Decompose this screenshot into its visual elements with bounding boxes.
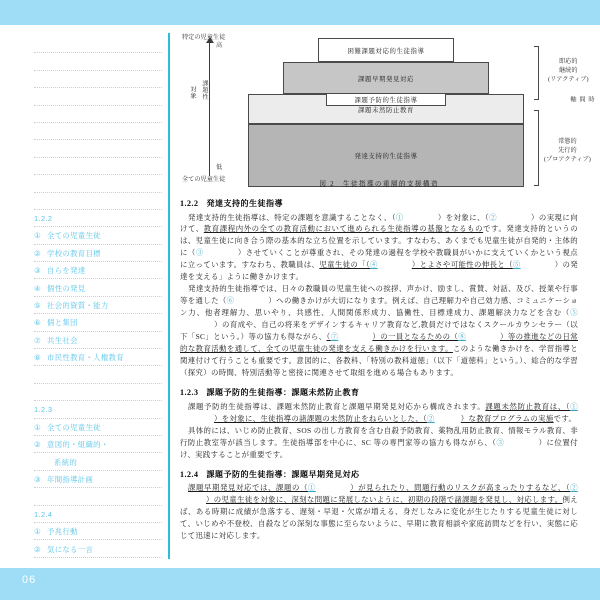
section-number: 1.2.4 bbox=[180, 469, 199, 479]
sidebar-answer-item bbox=[34, 262, 162, 279]
body-text: ）への働きかけが大切になります。例えば、自己理解力や自己効力感、コミュニケーション力、他者理解力、思いやり、共感性、人間関係形成力、協働性、目標達成力、課題解決力などを含む（ bbox=[180, 296, 579, 318]
section-1-2-3 bbox=[180, 387, 578, 460]
body-text: 例えば、ある時期に成績が急落する、遅刻・早退・欠席が増える、身だしなみに変化が生じたりする児童生徒に対して、いじめや不登校、自殺などの深刻な事態に至らないように、早期に教育相談や家庭訪問などを行い、実態に応じて迅速に対応します。 bbox=[180, 495, 579, 541]
body-text: です。発達支持的というのは、児童生徒に向き合う際の基本的な立ち位置を示しています。すなわち、あくまでも児童生徒が自発的・主体的に（ bbox=[180, 224, 578, 258]
axis-low-label: 低 bbox=[216, 164, 223, 171]
note-line bbox=[34, 158, 162, 175]
section-title: 発達支持的生徒指導 bbox=[206, 199, 283, 208]
paragraph bbox=[180, 212, 578, 284]
blank-marker: ① bbox=[570, 401, 578, 411]
sidebar-item-number: ③ bbox=[34, 474, 41, 484]
pyramid-layer-difficult-issue: 困難課題対応的生徒指導 bbox=[318, 38, 454, 62]
pyramid-layer-prevention-education: 課題未然防止教育 bbox=[248, 94, 524, 124]
annotation-reactive bbox=[548, 58, 589, 85]
sidebar-item-number: ④ bbox=[34, 283, 41, 293]
sidebar-item-number: ⑧ bbox=[34, 353, 41, 363]
note-line bbox=[34, 384, 162, 401]
axis-bottom-label: 全ての児童生徒 bbox=[182, 176, 226, 183]
blank-marker: ② bbox=[489, 212, 497, 222]
sidebar-item-label: 個性の発見 bbox=[47, 283, 86, 293]
blank-marker: ② bbox=[427, 413, 435, 423]
top-accent-bar bbox=[0, 0, 600, 25]
sidebar-answer-item bbox=[34, 280, 162, 297]
sidebar-item-label: 全ての児童生徒 bbox=[47, 422, 101, 432]
annotation-reactive-line2: 継続的 bbox=[559, 66, 578, 74]
sidebar-item-label: 全ての児童生徒 bbox=[47, 231, 101, 241]
note-line bbox=[34, 53, 162, 70]
blank-marker: ③ bbox=[496, 437, 505, 447]
sidebar-answer-item bbox=[34, 454, 162, 471]
sidebar-item-label: 気になる一言 bbox=[47, 544, 94, 554]
note-line bbox=[34, 366, 162, 383]
note-line bbox=[34, 175, 162, 192]
sidebar-answer-item bbox=[34, 314, 162, 331]
axis-top-label: 特定の児童生徒 bbox=[182, 34, 226, 41]
paragraph bbox=[180, 425, 578, 461]
sidebar-answer-item bbox=[34, 523, 162, 540]
underlined-text: （ bbox=[326, 332, 331, 342]
body-text: ）に位置付け、実践することが重要です。 bbox=[180, 437, 578, 459]
body-text: です。 bbox=[553, 413, 577, 423]
underlined-text: 課題早期発見対応では、課題の（ bbox=[188, 483, 308, 493]
sidebar-answer-item bbox=[34, 332, 162, 349]
section-heading bbox=[180, 198, 578, 209]
body-text: ）の育成や、自己の将来をデザインするキャリア教育など,教員だけではなくスクールカウンセラー（以下「SC」という。）等の協力も得ながら、 bbox=[180, 320, 578, 342]
brace-reactive-icon bbox=[534, 46, 539, 100]
body-text: ）させていくことが尊重され、その発達の過程を学校や教職員がいかに支えていくかという視点に立っています。すなわち、教職員は、 bbox=[180, 248, 578, 270]
figure-layered-support-structure bbox=[180, 28, 594, 190]
section-number: 1.2.2 bbox=[180, 199, 199, 208]
annotation-proactive-line3: (プロアクティブ) bbox=[544, 155, 591, 163]
pyramid-layer-early-detection: 課題早期発見対応 bbox=[283, 62, 489, 94]
underlined-text: 課題未然防止教育は、（ bbox=[485, 401, 571, 411]
body-text: このような働きかけを、学習指導と関連付けて行うことも重要です。意図的に、各教科、「特別の教科道徳」（以下「道徳科」という。）、総合的な学習（探究）の時間、特別活動等と密接に関連させて取組を進める場合もあります。 bbox=[180, 344, 578, 378]
sidebar-item-label: 自らを発達 bbox=[47, 266, 86, 276]
sidebar-group-1-2-2 bbox=[34, 210, 162, 367]
pyramid-layer-preventive-guidance: 課題予防的生徒指導 bbox=[326, 93, 446, 106]
vertical-divider bbox=[168, 33, 170, 559]
underlined-text: ）等の推進などの日常的な教育活動を通して、全ての児童生徒の発達を支える働きかけを行います。 bbox=[180, 332, 579, 354]
underlined-text: ）の一員となるための（ bbox=[372, 332, 459, 342]
note-line bbox=[34, 193, 162, 210]
sidebar-item-label: 年間指導計画 bbox=[47, 474, 94, 484]
blank-marker: ④ bbox=[370, 260, 378, 270]
body-text: 発達支持的生徒指導は、特定の課題を意識することなく、（ bbox=[188, 212, 396, 222]
axis-vertical-target-label: 対象 bbox=[189, 86, 196, 100]
section-title: 課題予防的生徒指導：課題未然防止教育 bbox=[206, 388, 360, 398]
underlined-text: 教育課程内外の全ての教育活動において進められる生徒指導の基盤となるもの bbox=[203, 224, 484, 234]
annotation-proactive-line1: 常態的 bbox=[558, 138, 577, 145]
sidebar-item-label: 共生社会 bbox=[47, 335, 78, 345]
pyramid-layer-developmental-support: 発達支持的生徒指導 bbox=[248, 124, 524, 187]
sidebar-item-label: 予兆行動 bbox=[47, 527, 78, 537]
sidebar-answer-item bbox=[34, 471, 162, 488]
paragraph bbox=[180, 283, 578, 379]
underlined-text: ）を対象に、生徒指導の諸課題の未然防止をねらいとした、（ bbox=[214, 413, 428, 423]
sidebar-item-number: ③ bbox=[34, 266, 41, 276]
body-text: ）の実現に向けて、 bbox=[180, 212, 578, 234]
annotation-proactive-line2: 先行的 bbox=[558, 146, 577, 154]
note-line bbox=[34, 140, 162, 157]
annotation-reactive-line1: 即応的 bbox=[559, 58, 578, 65]
brace-proactive-icon bbox=[534, 110, 539, 186]
section-1-2-4 bbox=[180, 469, 578, 542]
sidebar-answer-item bbox=[34, 297, 162, 314]
body-text: 発達支持的生徒指導では、日々の教職員の児童生徒への挨拶、声かけ、励まし、賞賛、対話、及び、授業や行事等を通した（ bbox=[180, 284, 578, 306]
section-number: 1.2.3 bbox=[180, 388, 199, 398]
sidebar-item-label: 意図的・組織的・ bbox=[47, 440, 109, 450]
sidebar-group-1-2-4 bbox=[34, 506, 162, 558]
note-line bbox=[34, 106, 162, 123]
sidebar-answer-item bbox=[34, 419, 162, 436]
sidebar-item-number: ① bbox=[34, 422, 41, 432]
sidebar-note-area bbox=[34, 36, 162, 556]
underlined-text: ）とよさや可能性の伸長と（ bbox=[411, 260, 513, 270]
underlined-text: ）な教育プログラムの実施 bbox=[460, 413, 554, 423]
annotation-reactive-line3: (リアクティブ) bbox=[548, 75, 589, 83]
body-text: ）の発達を支える」 bbox=[180, 260, 578, 282]
sidebar-group-1-2-3 bbox=[34, 401, 162, 488]
blank-marker: ① bbox=[395, 212, 404, 222]
sidebar-item-number: ① bbox=[34, 527, 41, 537]
sidebar-item-number: ② bbox=[34, 440, 41, 450]
underlined-text: ）の児童生徒を対象に、深刻な問題に発展しないように、初期の段階で諸課題を発見し、対応します。 bbox=[206, 495, 563, 505]
paragraph bbox=[180, 401, 578, 425]
body-text: 課題予防的生徒指導は、課題未然防止教育と課題早期発見対応から構成されます。 bbox=[188, 401, 486, 411]
sidebar-item-label: 学校の教育目標 bbox=[47, 248, 101, 258]
underlined-text: 児童生徒の「（ bbox=[319, 260, 371, 270]
blank-marker: ⑤ bbox=[512, 260, 521, 270]
blank-marker: ③ bbox=[195, 248, 204, 258]
section-1-2-2 bbox=[180, 198, 578, 379]
note-line bbox=[34, 36, 162, 53]
blank-marker: ② bbox=[570, 483, 578, 493]
axis-arrow-icon bbox=[209, 42, 210, 176]
body-text: ）を対象に、（ bbox=[437, 212, 490, 222]
sidebar-answer-item bbox=[34, 349, 162, 366]
underlined-text: ）が見られたり、問題行動のリスクが高まったりするなど、（ bbox=[349, 483, 571, 493]
section-title: 課題予防的生徒指導：課題早期発見対応 bbox=[206, 469, 360, 479]
sidebar-item-label: 社会的資質・能力 bbox=[47, 300, 109, 310]
sidebar-item-number: ⑤ bbox=[34, 300, 41, 310]
sidebar-answer-item bbox=[34, 245, 162, 262]
sidebar-item-number: ② bbox=[34, 248, 41, 258]
annotation-proactive bbox=[544, 138, 591, 165]
sidebar-item-label: 個と集団 bbox=[47, 318, 78, 328]
sidebar-item-label: 系統的 bbox=[54, 457, 78, 467]
paragraph bbox=[180, 482, 578, 542]
sidebar-item-number: ⑦ bbox=[34, 335, 41, 345]
note-line bbox=[34, 71, 162, 88]
main-content-column bbox=[180, 28, 594, 542]
sidebar-item-number: ① bbox=[34, 231, 41, 241]
section-heading bbox=[180, 469, 578, 480]
sidebar-group-heading: 1.2.2 bbox=[34, 214, 53, 223]
blank-marker: ⑦ bbox=[330, 332, 339, 342]
annotation-timeline: 時間軸 bbox=[569, 96, 594, 103]
sidebar-group-heading: 1.2.3 bbox=[34, 405, 53, 415]
page-number: 06 bbox=[22, 574, 37, 586]
body-text: 具体的には、いじめ防止教育、SOS の出し方教育を含む自殺予防教育、薬物乱用防止教育、情報モラル教育、非行防止教室等が該当します。生徒指導部を中心に、SC 等の専門家等の協力も得ながら、（ bbox=[180, 425, 578, 447]
sidebar-item-label: 市民性教育・人権教育 bbox=[47, 353, 124, 363]
axis-vertical-issue-label: 課題性 bbox=[201, 80, 208, 101]
axis-high-label: 高 bbox=[216, 42, 223, 49]
sidebar-answer-item bbox=[34, 436, 162, 453]
note-line bbox=[34, 488, 162, 505]
section-list bbox=[180, 198, 578, 542]
figure-caption: 図 2 生徒指導の重層的支援構造 bbox=[319, 181, 439, 188]
sidebar-group-heading: 1.2.4 bbox=[34, 509, 53, 519]
note-line bbox=[34, 88, 162, 105]
blank-marker: ① bbox=[307, 483, 316, 493]
sidebar-item-number: ② bbox=[34, 544, 41, 554]
bottom-accent-bar bbox=[0, 568, 600, 600]
blank-marker: ⑤ bbox=[570, 308, 578, 318]
sidebar-answer-item bbox=[34, 227, 162, 244]
blank-marker: ⑧ bbox=[458, 332, 467, 342]
sidebar-answer-item bbox=[34, 541, 162, 558]
sidebar-item-number: ⑥ bbox=[34, 318, 41, 328]
body-text: ように働きかけます。 bbox=[226, 272, 304, 282]
note-line bbox=[34, 123, 162, 140]
section-heading bbox=[180, 387, 578, 398]
blank-marker: ⑥ bbox=[226, 296, 235, 306]
